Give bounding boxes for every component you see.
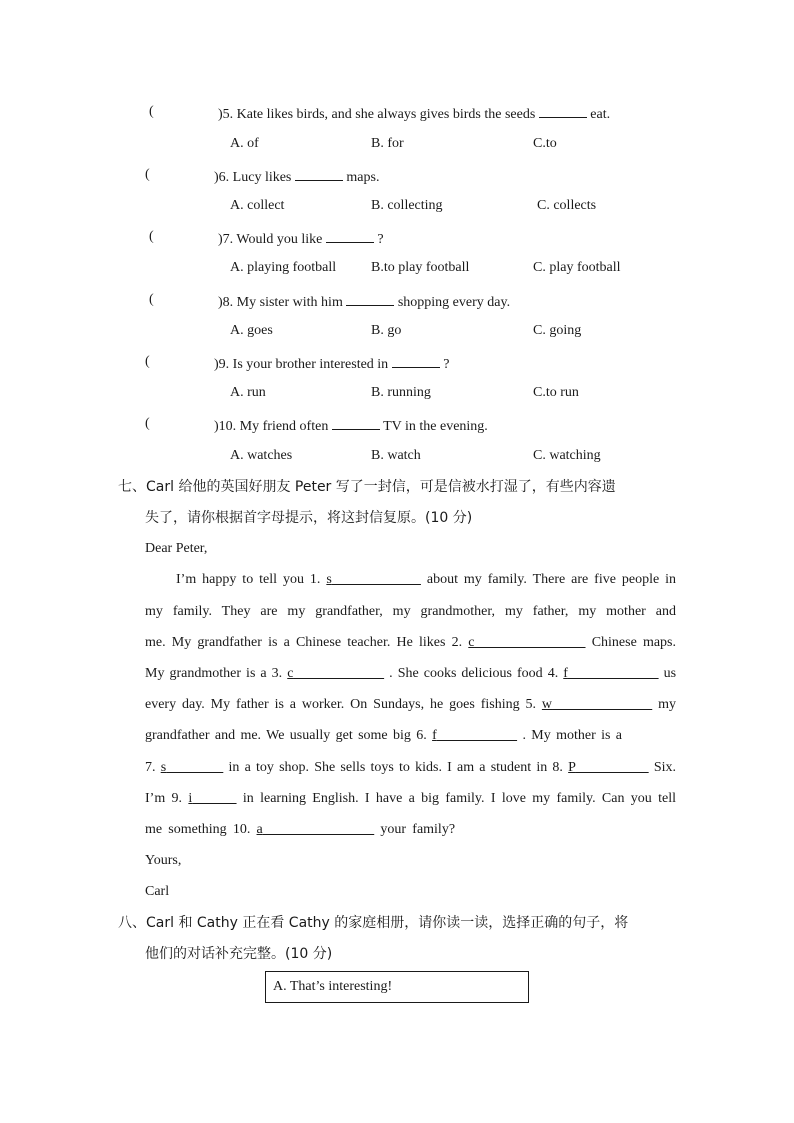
answer-blank[interactable] xyxy=(332,414,380,430)
question-10: ( )10. My friend often TV in the evening. xyxy=(145,416,488,434)
question-text-end: TV in the evening. xyxy=(383,419,488,434)
options-10 xyxy=(0,446,794,466)
letter-line-5: every day. My father is a worker. On Sundays, he goes fishing 5. w my xyxy=(145,697,677,712)
question-8: ( )8. My sister with him shopping every day. xyxy=(149,292,511,310)
letter-line-4: My grandmother is a 3. c . She cooks delicious food 4. f us xyxy=(145,666,677,681)
question-number: 7. xyxy=(222,232,234,247)
answer-paren[interactable]: ( xyxy=(145,416,150,431)
option-c[interactable]: C. watching xyxy=(533,448,601,463)
question-number: 10. xyxy=(218,419,237,434)
question-text: Lucy likes xyxy=(232,170,292,185)
section-7-heading: 七、Carl 给他的英国好朋友 Peter 写了一封信，可是信被水打湿了，有些内容遗 xyxy=(118,479,616,495)
option-c[interactable]: C.to run xyxy=(533,385,579,400)
blank-2[interactable]: c xyxy=(468,635,475,650)
blank-4[interactable]: f xyxy=(563,666,568,681)
option-a-sentence: A. That’s interesting! xyxy=(273,979,393,994)
question-text-end: eat. xyxy=(590,107,611,122)
option-b[interactable]: B.to play football xyxy=(371,260,470,275)
section-8-heading-cont: 他们的对话补充完整。(10 分) xyxy=(145,946,333,962)
options-8 xyxy=(0,321,794,341)
options-7 xyxy=(0,258,794,278)
question-text-end: ? xyxy=(377,232,384,247)
answer-paren[interactable]: ( xyxy=(149,292,154,307)
option-b[interactable]: B. collecting xyxy=(371,198,443,213)
question-7: ( )7. Would you like ? xyxy=(149,229,384,247)
question-text-end: shopping every day. xyxy=(397,295,511,310)
letter-line-1: I’m happy to tell you 1. s about my family. There are five people in xyxy=(176,572,677,587)
blank-9[interactable]: i xyxy=(188,791,193,806)
question-text: Would you like xyxy=(236,232,323,247)
option-a[interactable]: A. watches xyxy=(230,448,293,463)
question-text: Kate likes birds, and she always gives birds the seeds xyxy=(236,107,536,122)
options-6 xyxy=(0,196,794,216)
section-7-heading-cont: 失了，请你根据首字母提示，将这封信复原。(10 分) xyxy=(145,510,473,526)
option-a[interactable]: A. run xyxy=(230,385,266,400)
option-a[interactable]: A. of xyxy=(230,136,259,151)
question-text-end: maps. xyxy=(346,170,380,185)
letter-closing: Yours, xyxy=(145,853,182,868)
option-c[interactable]: C. going xyxy=(533,323,582,338)
blank-3[interactable]: c xyxy=(287,666,294,681)
answer-blank[interactable] xyxy=(326,227,374,243)
answer-blank[interactable] xyxy=(346,290,394,306)
question-number: 9. xyxy=(218,357,230,372)
question-text: My friend often xyxy=(239,419,329,434)
option-b[interactable]: B. go xyxy=(371,323,402,338)
blank-5[interactable]: w xyxy=(541,697,553,712)
option-b[interactable]: B. watch xyxy=(371,448,421,463)
answer-blank[interactable] xyxy=(539,102,587,118)
blank-6[interactable]: f xyxy=(432,728,437,743)
blank-1[interactable]: s xyxy=(326,572,332,587)
option-c[interactable]: C. collects xyxy=(537,198,597,213)
answer-blank[interactable] xyxy=(392,352,440,368)
option-c[interactable]: C.to xyxy=(533,136,557,151)
answer-paren[interactable]: ( xyxy=(149,229,154,244)
option-b[interactable]: B. for xyxy=(371,136,404,151)
option-c[interactable]: C. play football xyxy=(533,260,621,275)
blank-7[interactable]: s xyxy=(160,760,167,775)
options-9 xyxy=(0,383,794,403)
option-b[interactable]: B. running xyxy=(371,385,431,400)
letter-line-7: 7. s in a toy shop. She sells toys to kids. I am a student in 8. P Six. xyxy=(145,760,677,775)
option-a[interactable]: A. playing football xyxy=(230,260,337,275)
letter-greeting: Dear Peter, xyxy=(145,541,208,556)
option-a[interactable]: A. collect xyxy=(230,198,285,213)
question-text: Is your brother interested in xyxy=(232,357,389,372)
question-5: ( )5. Kate likes birds, and she always gives birds the seeds eat. xyxy=(149,104,611,122)
letter-line-2: my family. They are my grandfather, my grandmother, my father, my mother and xyxy=(145,604,676,619)
answer-paren[interactable]: ( xyxy=(145,354,150,369)
answer-paren[interactable]: ( xyxy=(149,104,154,119)
blank-8[interactable]: P xyxy=(568,760,576,775)
question-number: 5. xyxy=(222,107,234,122)
letter-line-8: I’m 9. i in learning English. I have a big family. I love my family. Can you tell xyxy=(145,791,677,806)
section-8-heading: 八、Carl 和 Cathy 正在看 Cathy 的家庭相册，请你读一读，选择正确的句子，将 xyxy=(118,915,629,931)
question-6: ( )6. Lucy likes maps. xyxy=(145,167,380,185)
answer-blank[interactable] xyxy=(295,165,343,181)
answer-paren[interactable]: ( xyxy=(145,167,150,182)
question-text-end: ? xyxy=(443,357,450,372)
question-9: ( )9. Is your brother interested in ? xyxy=(145,354,450,372)
letter-line-3: me. My grandfather is a Chinese teacher. He likes 2. c Chinese maps. xyxy=(145,635,677,650)
question-number: 6. xyxy=(218,170,230,185)
blank-10[interactable]: a xyxy=(256,822,263,837)
options-5 xyxy=(0,134,794,154)
option-box xyxy=(265,971,529,1003)
letter-line-6: grandfather and me. We usually get some big 6. f . My mother is a xyxy=(145,728,623,743)
question-number: 8. xyxy=(222,295,234,310)
option-a[interactable]: A. goes xyxy=(230,323,273,338)
letter-signature: Carl xyxy=(145,884,170,899)
question-text: My sister with him xyxy=(236,295,343,310)
letter-line-9: me something 10. a your family? xyxy=(145,822,456,837)
